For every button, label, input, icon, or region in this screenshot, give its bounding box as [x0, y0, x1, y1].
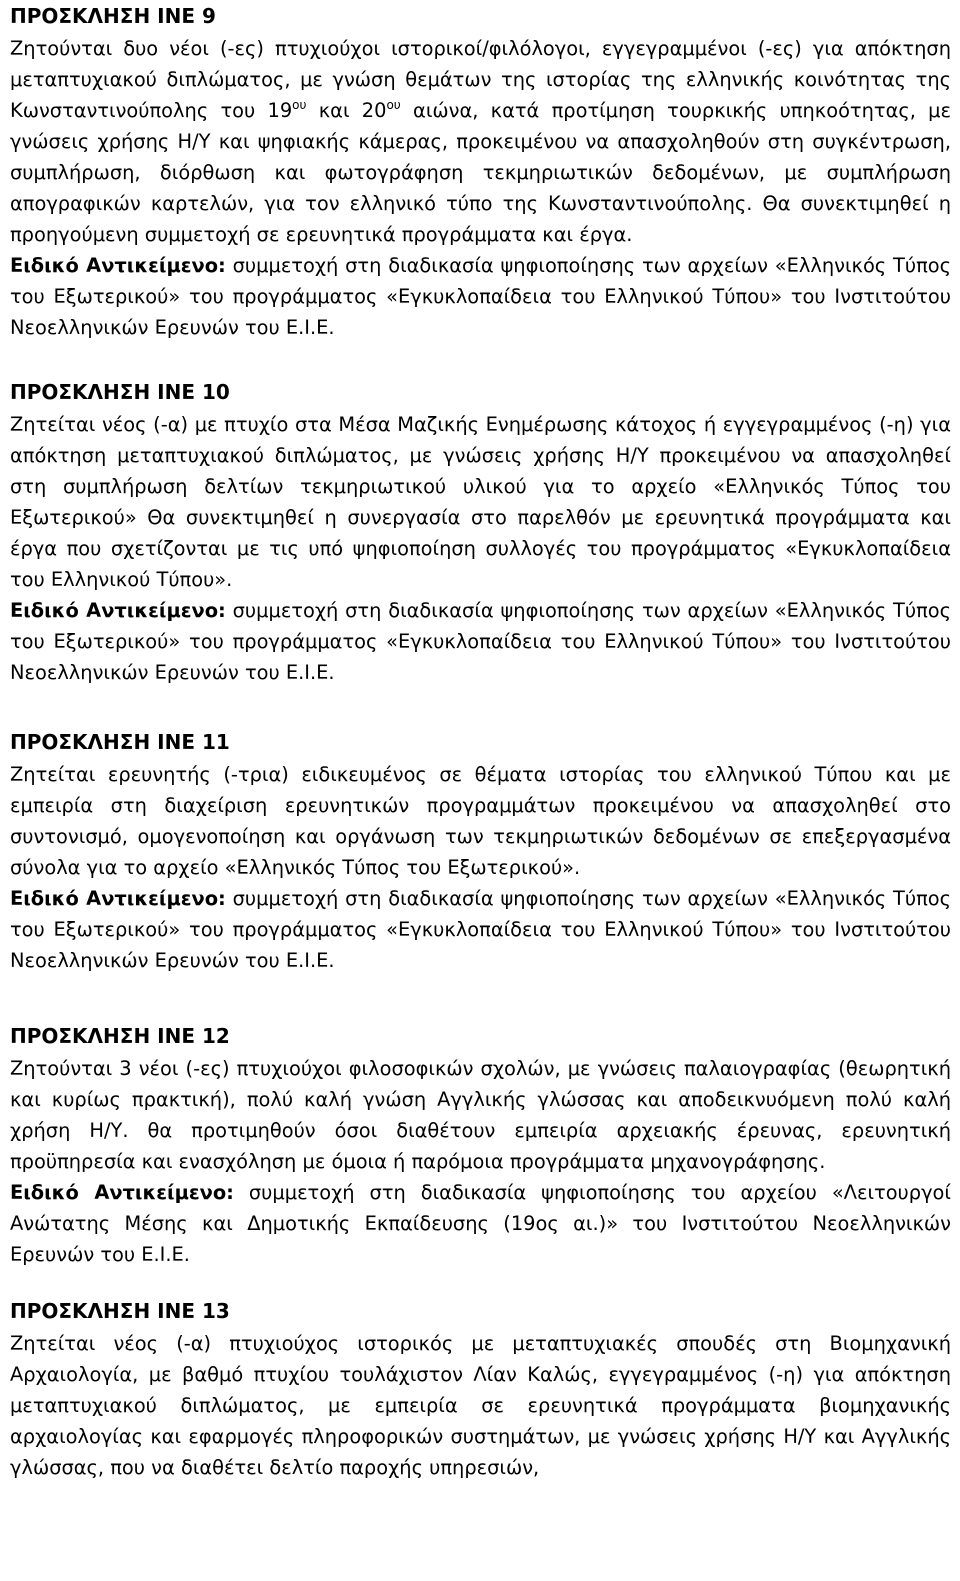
special-object-text: συμμετοχή στη διαδικασία ψηφιοποίησης των αρχείων «Ελληνικός Τύπος του Εξωτερικού» του προγράμματος «Εγκυκλοπαίδεια του Ελληνικού Τύπου» του Ινστιτούτου Νεοελληνικών Ερευνών του Ε.Ι.Ε. [10, 887, 951, 972]
call-section-ine-11 [10, 726, 951, 976]
section-body: Ζητείται νέος (-α) πτυχιούχος ιστορικός με μεταπτυχιακές σπουδές στη Βιομηχανική Αρχαιολογία, με βαθμό πτυχίου τουλάχιστον Λίαν Καλώς, εγγεγραμμένος (-η) για απόκτηση μεταπτυχιακού διπλώματος, με εμπειρία σε ερευνητικά προγράμματα βιομηχανικής αρχαιολογίας και εφαρμογές πληροφορικών συστημάτων, με γνώσεις χρήσης Η/Υ και Αγγλικής γλώσσας, που να διαθέτει δελτίο παροχής υπηρεσιών, [10, 1332, 951, 1479]
call-section-ine-12 [10, 1020, 951, 1270]
superscript: ου [292, 98, 307, 112]
section-spacer [10, 1270, 951, 1295]
section-title: ΠΡΟΣΚΛΗΣΗ ΙΝΕ 12 [10, 1024, 230, 1048]
special-object-label: Ειδικό Αντικείμενο: [10, 254, 226, 277]
special-object-paragraph [10, 250, 951, 343]
special-object-paragraph [10, 1177, 951, 1270]
section-body: Ζητείται νέος (-α) με πτυχίο στα Μέσα Μαζικής Ενημέρωσης κάτοχος ή εγγεγραμμένος (-η) για απόκτηση μεταπτυχιακού διπλώματος, με γνώσεις χρήσης Η/Υ προκειμένου να απασχοληθεί στη συμπλήρωση δελτίων τεκμηριωτικού υλικού για το αρχείο «Ελληνικός Τύπος του Εξωτερικού» Θα συνεκτιμηθεί η συνεργασία στο παρελθόν με ερευνητικά προγράμματα και έργα που σχετίζονται με τις υπό ψηφιοποίηση συλλογές του προγράμματος «Εγκυκλοπαίδεια του Ελληνικού Τύπου». [10, 413, 951, 591]
special-object-paragraph [10, 883, 951, 976]
section-title: ΠΡΟΣΚΛΗΣΗ ΙΝΕ 13 [10, 1299, 230, 1323]
body-text: Ζητούνται δυο νέοι (-ες) πτυχιούχοι ιστορικοί/φιλόλογοι, εγγεγραμμένοι (-ες) για απόκτηση μεταπτυχιακού διπλώματος, με γνώση θεμάτων της ιστορίας της ελληνικής κοινότητας της Κωνσταντινούπολης του 19 [10, 37, 951, 122]
section-spacer [10, 343, 951, 376]
section-body: Ζητούνται 3 νέοι (-ες) πτυχιούχοι φιλοσοφικών σχολών, με γνώσεις παλαιογραφίας (θεωρητική και κυρίως πρακτική), πολύ καλή γνώση Αγγλικής γλώσσας και αποδεικνυόμενη πολύ καλή χρήση Η/Υ. θα προτιμηθούν όσοι διαθέτουν εμπειρία αρχειακής έρευνας, ερευνητική προϋπηρεσία και ενασχόληση με όμοια ή παρόμοια προγράμματα μηχανογράφησης. [10, 1057, 951, 1173]
section-body: Ζητείται ερευνητής (-τρια) ειδικευμένος σε θέματα ιστορίας του ελληνικού Τύπου και με εμπειρία στη διαχείριση ερευνητικών προγραμμάτων προκειμένου να απασχοληθεί στο συντονισμό, ομογενοποίηση και οργάνωση των τεκμηριωτικών δεδομένων σε επεξεργασμένα σύνολα για το αρχείο «Ελληνικός Τύπος του Εξωτερικού». [10, 763, 951, 879]
call-section-ine-13 [10, 1295, 951, 1483]
special-object-paragraph [10, 595, 951, 688]
section-title: ΠΡΟΣΚΛΗΣΗ ΙΝΕ 11 [10, 730, 230, 754]
section-spacer [10, 688, 951, 726]
special-object-text: συμμετοχή στη διαδικασία ψηφιοποίησης του αρχείου «Λειτουργοί Ανώτατης Μέσης και Δημοτικής Εκπαίδευσης (19ος αι.)» του Ινστιτούτου Νεοελληνικών Ερευνών του Ε.Ι.Ε. [10, 1181, 951, 1266]
document-page [10, 0, 951, 1483]
superscript: ου [386, 98, 401, 112]
section-spacer [10, 976, 951, 1020]
section-title: ΠΡΟΣΚΛΗΣΗ ΙΝΕ 9 [10, 4, 216, 28]
special-object-text: συμμετοχή στη διαδικασία ψηφιοποίησης των αρχείων «Ελληνικός Τύπος του Εξωτερικού» του προγράμματος «Εγκυκλοπαίδεια του Ελληνικού Τύπου» του Ινστιτούτου Νεοελληνικών Ερευνών του Ε.Ι.Ε. [10, 254, 951, 339]
special-object-label: Ειδικό Αντικείμενο: [10, 887, 226, 910]
section-body [10, 33, 951, 250]
call-section-ine-9 [10, 0, 951, 343]
special-object-label: Ειδικό Αντικείμενο: [10, 599, 226, 622]
special-object-text: συμμετοχή στη διαδικασία ψηφιοποίησης των αρχείων «Ελληνικός Τύπος του Εξωτερικού» του προγράμματος «Εγκυκλοπαίδεια του Ελληνικού Τύπου» του Ινστιτούτου Νεοελληνικών Ερευνών του Ε.Ι.Ε. [10, 599, 951, 684]
body-text: και 20 [306, 99, 387, 122]
section-title: ΠΡΟΣΚΛΗΣΗ ΙΝΕ 10 [10, 380, 230, 404]
special-object-label: Ειδικό Αντικείμενο: [10, 1181, 234, 1204]
body-text: αιώνα, κατά προτίμηση τουρκικής υπηκοότητας, με γνώσεις χρήσης Η/Υ και ψηφιακής κάμερας, προκειμένου να απασχοληθούν στη συγκέντρωση, συμπλήρωση, διόρθωση και φωτογράφηση τεκμηριωτικών δεδομένων, με συμπλήρωση απογραφικών καρτελών, για τον ελληνικό τύπο της Κωνσταντινούπολης. Θα συνεκτιμηθεί η προηγούμενη συμμετοχή σε ερευνητικά προγράμματα και έργα. [10, 99, 951, 246]
call-section-ine-10 [10, 376, 951, 688]
